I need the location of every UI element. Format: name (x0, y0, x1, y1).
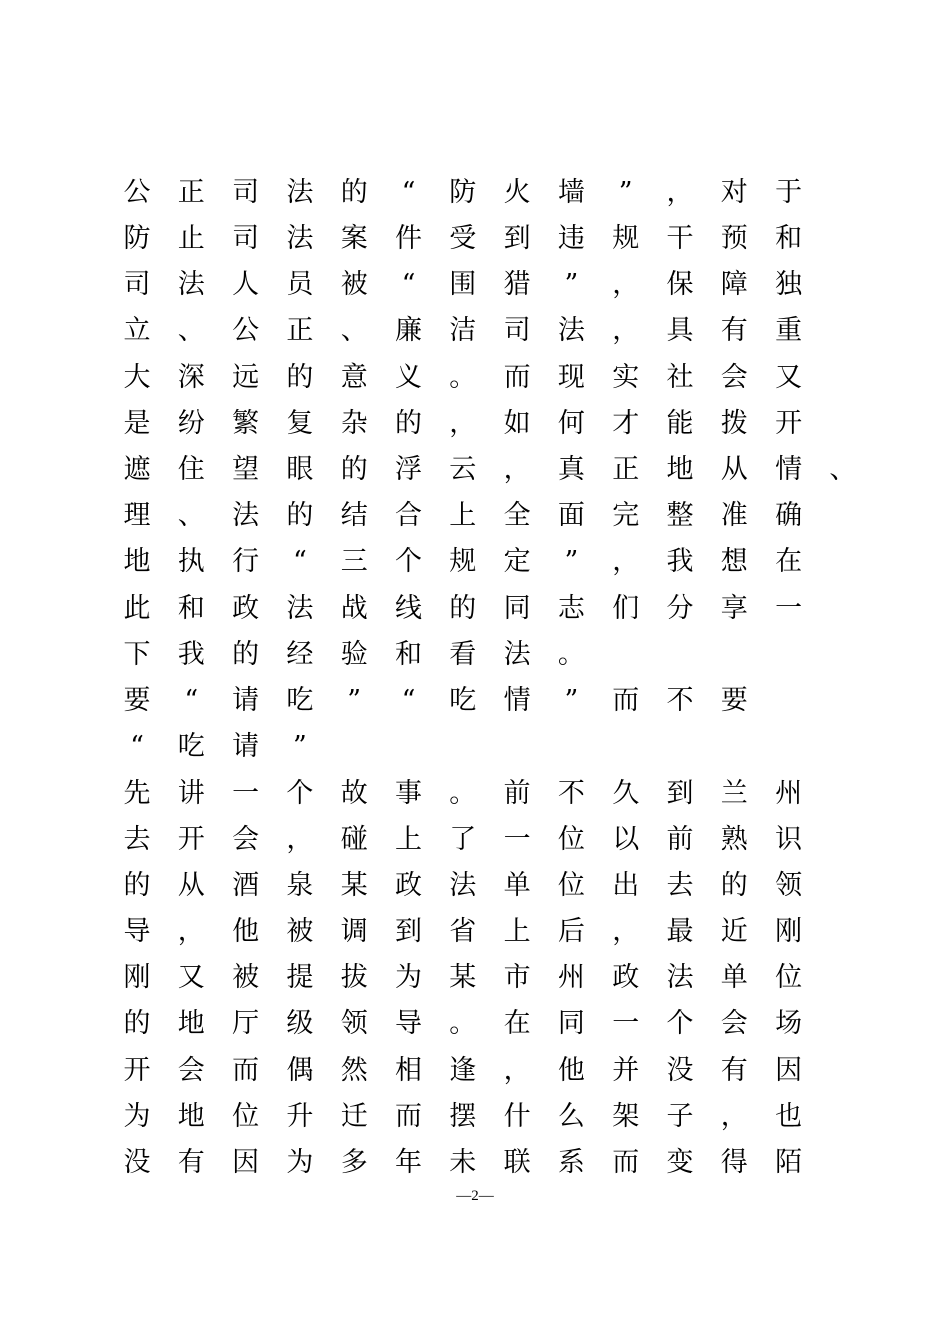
text-char: 浮 (395, 454, 422, 485)
text-char: 的 (340, 454, 368, 485)
text-char: 完 (612, 500, 640, 531)
text-char: 级 (286, 1008, 314, 1039)
text-char: 故 (340, 778, 368, 809)
text-char: 兰 (720, 778, 748, 809)
text-char: 实 (612, 362, 640, 393)
text-char: 法 (286, 223, 314, 254)
text-char: 前 (666, 824, 694, 855)
text-char: 某 (449, 962, 477, 993)
text-line (0, 308, 950, 354)
text-char: 规 (449, 546, 477, 577)
text-char: 防 (449, 177, 477, 208)
text-char: 们 (612, 593, 640, 624)
text-char: 执 (177, 546, 205, 577)
text-char: 一 (232, 778, 260, 809)
text-char: 经 (286, 639, 314, 670)
text-char: 我 (666, 546, 694, 577)
text-char: 为 (286, 1147, 314, 1178)
text-char: 法 (557, 315, 585, 346)
text-char: 全 (503, 500, 531, 531)
text-line (0, 586, 950, 632)
text-char: 行 (232, 546, 260, 577)
text-char: 确 (775, 500, 803, 531)
text-char: 法 (177, 269, 205, 300)
text-char: 么 (557, 1101, 585, 1132)
text-char: 案 (340, 223, 368, 254)
text-line (0, 724, 950, 770)
text-char: 结 (340, 500, 368, 531)
text-char: 分 (666, 593, 694, 624)
text-char: 防 (123, 223, 151, 254)
text-char: 后 (557, 916, 585, 947)
text-char: 、 (177, 315, 205, 346)
text-char: 他 (232, 916, 260, 947)
text-char: 我 (177, 639, 205, 670)
text-char: 吃 (286, 685, 314, 716)
text-char: ， (666, 177, 694, 208)
text-char: 住 (177, 454, 205, 485)
text-char: 也 (775, 1101, 803, 1132)
text-char: 偶 (286, 1055, 314, 1086)
text-char: 现 (557, 362, 585, 393)
text-char: 的 (286, 500, 314, 531)
text-char: 整 (666, 500, 694, 531)
text-char: 去 (666, 870, 694, 901)
text-char: 先 (123, 778, 151, 809)
text-char: 未 (449, 1147, 477, 1178)
text-char: ” (564, 269, 579, 300)
text-char: 被 (340, 269, 368, 300)
text-char: 、 (829, 454, 857, 485)
text-char: 为 (395, 962, 422, 993)
text-line (0, 355, 950, 401)
text-char: “ (130, 731, 144, 762)
text-char: 立 (123, 315, 151, 346)
text-char: 正 (286, 315, 314, 346)
text-line (0, 863, 950, 909)
text-char: 多 (340, 1147, 368, 1178)
page-number: —2— (456, 1188, 494, 1204)
text-char: 才 (612, 408, 640, 439)
text-char: 享 (720, 593, 748, 624)
text-char: 望 (232, 454, 260, 485)
text-char: 情 (503, 685, 531, 716)
text-char: 眼 (286, 454, 314, 485)
text-line (0, 262, 950, 308)
text-char: 会 (720, 362, 748, 393)
text-char: 逢 (449, 1055, 477, 1086)
text-char: 准 (720, 500, 748, 531)
text-char: 有 (720, 1055, 748, 1086)
text-char: 吃 (177, 731, 205, 762)
text-char: 义 (395, 362, 422, 393)
text-char: 会 (720, 1008, 748, 1039)
text-char: 司 (232, 223, 260, 254)
text-char: 拔 (340, 962, 368, 993)
text-char: 去 (123, 824, 151, 855)
text-char: 领 (340, 1008, 368, 1039)
text-char: 对 (720, 177, 748, 208)
text-line (0, 170, 950, 216)
text-char: 请 (232, 731, 260, 762)
text-char: ” (292, 731, 307, 762)
text-char: 于 (775, 177, 803, 208)
text-char: 泉 (286, 870, 314, 901)
text-char: 和 (177, 593, 205, 624)
text-char: 的 (449, 593, 477, 624)
text-char: 志 (557, 593, 585, 624)
text-char: 三 (340, 546, 368, 577)
text-char: 而 (612, 1147, 640, 1178)
text-char: ” (564, 546, 579, 577)
text-line (0, 632, 950, 678)
text-line (0, 1094, 950, 1140)
text-char: 和 (395, 639, 422, 670)
text-char: 他 (557, 1055, 585, 1086)
text-char: 联 (503, 1147, 531, 1178)
text-char: 规 (612, 223, 640, 254)
text-char: 地 (666, 454, 694, 485)
text-char: 并 (612, 1055, 640, 1086)
text-char: ， (612, 269, 640, 300)
text-char: 子 (666, 1101, 694, 1132)
text-char: 没 (123, 1147, 151, 1178)
text-line (0, 817, 950, 863)
text-char: ， (612, 916, 640, 947)
text-char: 、 (177, 500, 205, 531)
text-char: 要 (123, 685, 151, 716)
text-char: 障 (720, 269, 748, 300)
text-char: 廉 (395, 315, 422, 346)
text-char: 请 (232, 685, 260, 716)
text-char: 什 (503, 1101, 531, 1132)
text-char: ， (612, 546, 640, 577)
text-char: 州 (557, 962, 585, 993)
text-char: 没 (666, 1055, 694, 1086)
text-char: 猎 (503, 269, 531, 300)
text-line (0, 539, 950, 585)
text-char: 上 (449, 500, 477, 531)
text-char: 近 (720, 916, 748, 947)
text-char: 被 (232, 962, 260, 993)
text-char: ， (286, 824, 314, 855)
text-char: 摆 (449, 1101, 477, 1132)
text-char: 违 (557, 223, 585, 254)
text-char: 战 (340, 593, 368, 624)
text-char: ” (618, 177, 633, 208)
text-char: 位 (775, 962, 803, 993)
text-char: 场 (775, 1008, 803, 1039)
text-char: 重 (775, 315, 803, 346)
text-char: 上 (503, 916, 531, 947)
text-char: 。 (449, 362, 477, 393)
text-char: 为 (123, 1101, 151, 1132)
text-char: ， (720, 1101, 748, 1132)
text-char: 。 (557, 639, 585, 670)
text-char: 深 (177, 362, 205, 393)
text-char: 开 (123, 1055, 151, 1086)
text-char: “ (401, 685, 416, 716)
text-char: 出 (612, 870, 640, 901)
text-char: 吃 (449, 685, 477, 716)
text-char: ， (503, 1055, 531, 1086)
text-line (0, 678, 950, 724)
text-char: 繁 (232, 408, 260, 439)
text-char: 到 (503, 223, 531, 254)
text-char: 有 (177, 1147, 205, 1178)
text-char: 司 (232, 177, 260, 208)
text-line (0, 1001, 950, 1047)
text-char: 开 (177, 824, 205, 855)
text-char: 的 (232, 639, 260, 670)
text-char: 地 (177, 1008, 205, 1039)
text-char: 某 (340, 870, 368, 901)
text-char: 个 (395, 546, 422, 577)
text-char: 、 (340, 315, 368, 346)
text-char: 系 (557, 1147, 585, 1178)
text-char: 久 (612, 778, 640, 809)
text-char: 因 (775, 1055, 803, 1086)
text-char: 的 (340, 177, 368, 208)
text-char: 何 (557, 408, 585, 439)
text-char: 市 (503, 962, 531, 993)
text-char: 合 (395, 500, 422, 531)
text-line (0, 447, 950, 493)
text-char: ， (612, 315, 640, 346)
text-char: 同 (503, 593, 531, 624)
text-char: 。 (449, 778, 477, 809)
text-char: 是 (123, 408, 151, 439)
text-char: 能 (666, 408, 694, 439)
text-char: 开 (775, 408, 803, 439)
text-char: 事 (395, 778, 422, 809)
text-char: 真 (557, 454, 585, 485)
text-char: 位 (557, 824, 585, 855)
text-char: 同 (557, 1008, 585, 1039)
text-char: 法 (232, 500, 260, 531)
text-char: 政 (612, 962, 640, 993)
text-char: 单 (503, 870, 531, 901)
text-char: 要 (720, 685, 748, 716)
text-char: “ (292, 546, 307, 577)
text-char: ， (503, 454, 531, 485)
text-char: 复 (286, 408, 314, 439)
text-char: 又 (177, 962, 205, 993)
text-char: 一 (503, 824, 531, 855)
text-char: 遮 (123, 454, 151, 485)
text-char: 位 (557, 870, 585, 901)
text-char: 的 (720, 870, 748, 901)
text-char: 法 (503, 639, 531, 670)
text-char: 社 (666, 362, 694, 393)
text-char: 情 (775, 454, 803, 485)
text-char: 会 (177, 1055, 205, 1086)
text-char: 从 (177, 870, 205, 901)
text-char: 人 (232, 269, 260, 300)
text-char: 州 (775, 778, 803, 809)
text-char: 变 (666, 1147, 694, 1178)
text-char: 又 (775, 362, 803, 393)
text-char: 法 (286, 177, 314, 208)
text-char: 墙 (557, 177, 585, 208)
text-char: 碰 (340, 824, 368, 855)
text-char: 员 (286, 269, 314, 300)
text-char: 升 (286, 1101, 314, 1132)
text-char: 杂 (340, 408, 368, 439)
text-char: 得 (720, 1147, 748, 1178)
text-char: 单 (720, 962, 748, 993)
text-char: 件 (395, 223, 422, 254)
text-char: 面 (557, 500, 585, 531)
text-char: 纷 (177, 408, 205, 439)
text-char: 迁 (340, 1101, 368, 1132)
text-char: 个 (666, 1008, 694, 1039)
text-char: ” (564, 685, 579, 716)
text-char: 此 (123, 593, 151, 624)
text-char: 法 (286, 593, 314, 624)
text-char: 具 (666, 315, 694, 346)
text-line (0, 955, 950, 1001)
text-char: 法 (666, 962, 694, 993)
text-char: 以 (612, 824, 640, 855)
text-char: 保 (666, 269, 694, 300)
text-char: 司 (503, 315, 531, 346)
text-char: “ (401, 177, 416, 208)
text-line (0, 493, 950, 539)
text-char: 拨 (720, 408, 748, 439)
text-char: 不 (666, 685, 694, 716)
text-char: 的 (286, 362, 314, 393)
text-char: 然 (340, 1055, 368, 1086)
text-char: 酒 (232, 870, 260, 901)
text-char: ， (449, 408, 477, 439)
text-char: 在 (503, 1008, 531, 1039)
text-char: 而 (503, 362, 531, 393)
text-char: 被 (286, 916, 314, 947)
text-char: 的 (123, 1008, 151, 1039)
text-char: 。 (449, 1008, 477, 1039)
text-char: 大 (123, 362, 151, 393)
text-char: 政 (395, 870, 422, 901)
text-char: 刚 (123, 962, 151, 993)
text-char: 最 (666, 916, 694, 947)
text-char: 的 (395, 408, 422, 439)
text-char: 意 (340, 362, 368, 393)
text-char: 刚 (775, 916, 803, 947)
text-char: 年 (395, 1147, 422, 1178)
text-line (0, 909, 950, 955)
text-char: 法 (449, 870, 477, 901)
text-char: 熟 (720, 824, 748, 855)
text-char: 了 (449, 824, 477, 855)
text-char: 领 (775, 870, 803, 901)
text-char: 看 (449, 639, 477, 670)
text-char: 正 (177, 177, 205, 208)
text-char: 火 (503, 177, 531, 208)
text-char: 从 (720, 454, 748, 485)
text-char: 地 (123, 546, 151, 577)
text-char: 云 (449, 454, 477, 485)
text-char: 受 (449, 223, 477, 254)
text-char: 地 (177, 1101, 205, 1132)
text-char: 而 (395, 1101, 422, 1132)
text-char: 验 (340, 639, 368, 670)
text-char: 上 (395, 824, 422, 855)
text-char: 调 (340, 916, 368, 947)
text-char: 预 (720, 223, 748, 254)
text-char: 而 (232, 1055, 260, 1086)
text-char: 如 (503, 408, 531, 439)
text-char: 前 (503, 778, 531, 809)
text-char: 有 (720, 315, 748, 346)
text-char: 独 (775, 269, 803, 300)
text-char: 厅 (232, 1008, 260, 1039)
text-char: 到 (395, 916, 422, 947)
text-char: 会 (232, 824, 260, 855)
text-line (0, 771, 950, 817)
text-line (0, 1140, 950, 1186)
text-char: “ (184, 685, 199, 716)
text-line (0, 216, 950, 262)
text-char: 不 (557, 778, 585, 809)
text-char: 止 (177, 223, 205, 254)
text-char: 想 (720, 546, 748, 577)
text-char: 因 (232, 1147, 260, 1178)
text-char: 而 (612, 685, 640, 716)
text-char: 一 (612, 1008, 640, 1039)
text-char: 围 (449, 269, 477, 300)
text-char: 讲 (177, 778, 205, 809)
text-char: 识 (775, 824, 803, 855)
text-char: 干 (666, 223, 694, 254)
text-char: 到 (666, 778, 694, 809)
text-char: 位 (232, 1101, 260, 1132)
text-char: 省 (449, 916, 477, 947)
text-char: 个 (286, 778, 314, 809)
text-char: ， (177, 916, 205, 947)
text-char: “ (401, 269, 416, 300)
text-char: 远 (232, 362, 260, 393)
text-char: 政 (232, 593, 260, 624)
text-char: 导 (395, 1008, 422, 1039)
text-char: 架 (612, 1101, 640, 1132)
text-char: 提 (286, 962, 314, 993)
text-char: 相 (395, 1055, 422, 1086)
text-char: 在 (775, 546, 803, 577)
text-char: 陌 (775, 1147, 803, 1178)
text-char: 公 (232, 315, 260, 346)
text-char: 公 (123, 177, 151, 208)
text-char: 一 (775, 593, 803, 624)
text-char: 线 (395, 593, 422, 624)
text-line (0, 401, 950, 447)
text-char: 导 (123, 916, 151, 947)
text-char: 下 (123, 639, 151, 670)
text-char: 和 (775, 223, 803, 254)
text-char: 洁 (449, 315, 477, 346)
text-char: 的 (123, 870, 151, 901)
text-char: 正 (612, 454, 640, 485)
text-char: 司 (123, 269, 151, 300)
text-char: 理 (123, 500, 151, 531)
text-char: 定 (503, 546, 531, 577)
text-line (0, 1048, 950, 1094)
text-char: ” (347, 685, 362, 716)
